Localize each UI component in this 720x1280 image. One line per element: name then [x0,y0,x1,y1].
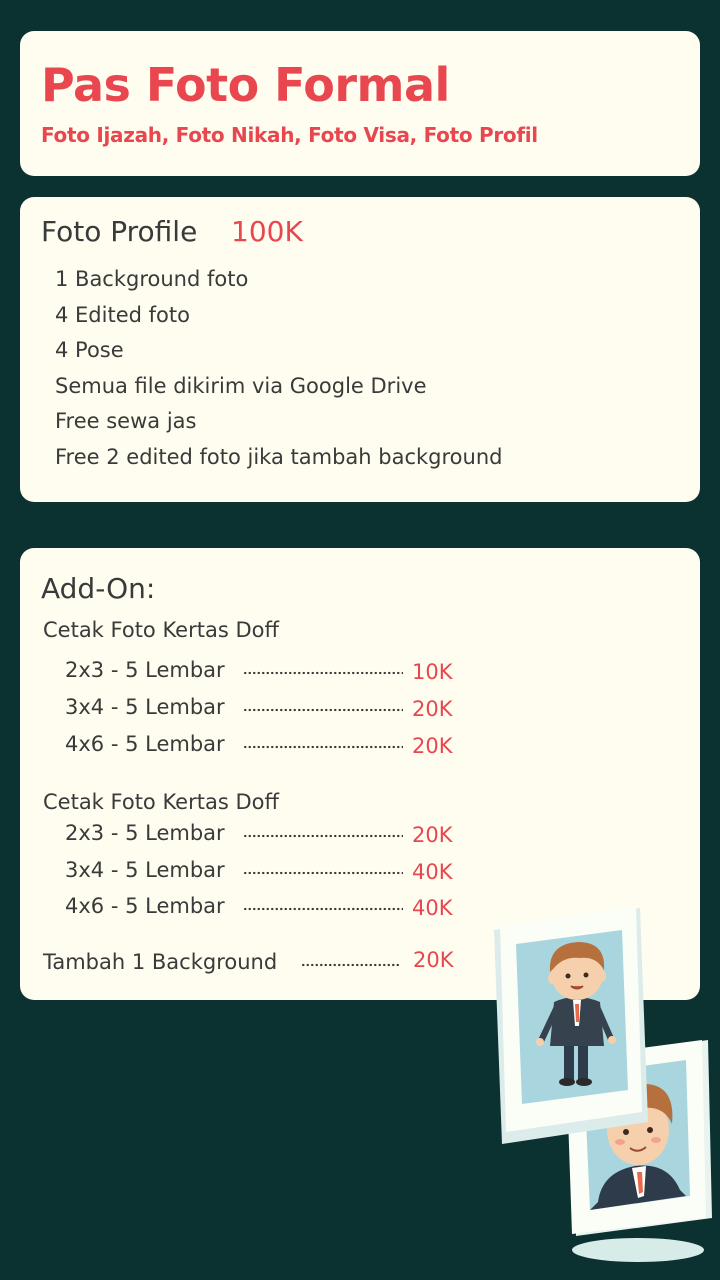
addon-item-row [65,858,485,888]
addon-extra-row [43,950,503,980]
header-card [20,31,700,176]
addon-item-row [65,695,485,725]
addon-item-label: 4x6 - 5 Lembar [65,894,225,918]
addon-item-label: 4x6 - 5 Lembar [65,732,225,756]
feature-item: Semua file dikirim via Google Drive [55,374,427,398]
addon-item-label: 2x3 - 5 Lembar [65,658,225,682]
addon-extra-label: Tambah 1 Background [43,950,278,974]
feature-item: 4 Pose [55,338,124,362]
addon-title: Add-On: [41,572,156,605]
addon-item-row [65,894,485,924]
page-subtitle: Foto Ijazah, Foto Nikah, Foto Visa, Foto Profil [41,123,538,147]
photo-frames-illustration [480,900,720,1280]
addon-group-label: Cetak Foto Kertas Doff [43,618,279,642]
addon-item-row [65,821,485,851]
feature-item: Free sewa jas [55,409,197,433]
addon-item-price: 40K [412,896,453,920]
addon-item-price: 20K [412,697,453,721]
feature-item: Free 2 edited foto jika tambah background [55,445,503,469]
addon-group-label: Cetak Foto Kertas Doff [43,790,279,814]
addon-item-row [65,732,485,762]
dot-leader [243,834,403,838]
addon-extra-price: 20K [413,948,454,972]
dot-leader [243,708,403,712]
addon-item-price: 40K [412,860,453,884]
addon-item-row [65,658,485,688]
feature-item: 4 Edited foto [55,303,190,327]
addon-item-label: 2x3 - 5 Lembar [65,821,225,845]
dot-leader [243,745,403,749]
package-name: Foto Profile [41,215,198,248]
addon-item-label: 3x4 - 5 Lembar [65,695,225,719]
addon-item-price: 20K [412,823,453,847]
addon-item-price: 20K [412,734,453,758]
package-price: 100K [231,215,303,248]
addon-item-price: 10K [412,660,453,684]
dot-leader [243,907,403,911]
dot-leader [243,871,403,875]
dot-leader [243,671,403,675]
dot-leader [301,963,401,967]
package-card [20,197,700,502]
portrait-frame-front [494,906,648,1144]
feature-item: 1 Background foto [55,267,249,291]
page-title: Pas Foto Formal [41,58,450,112]
addon-item-label: 3x4 - 5 Lembar [65,858,225,882]
